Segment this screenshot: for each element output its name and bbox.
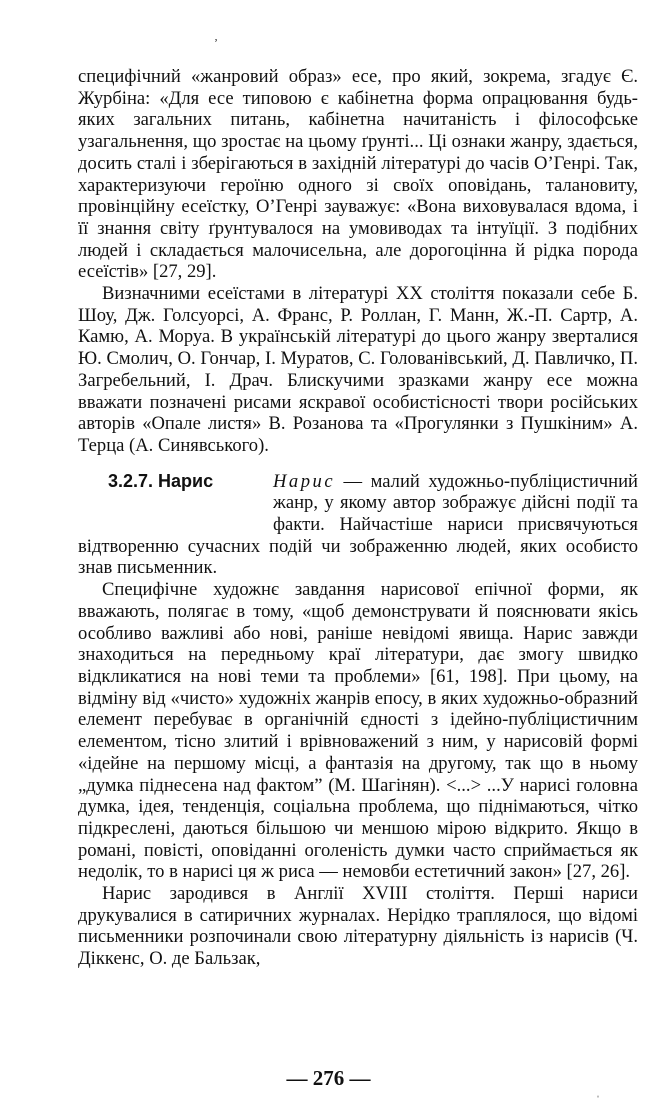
- page-number: — 276 —: [286, 1066, 371, 1090]
- scan-speck: ˌ: [596, 1084, 600, 1098]
- section-narys: [78, 471, 638, 580]
- scan-speck: ʼ: [214, 36, 218, 50]
- section-heading: 3.2.7. Нарис: [108, 470, 214, 491]
- term-narys: Нарис: [273, 470, 336, 492]
- definition-text: — малий художньо-публіцистичний жанр, у якому автор зображує дійсні події та факти. Найчастіше нариси присвячуються відтворенню сучасних подій чи зображенню людей, яких особисто знав письменник.: [78, 470, 638, 579]
- paragraph-essayists: Визначними есеїстами в літературі XX століття показали себе Б. Шоу, Дж. Голсуорсі, А. Франс, Р. Роллан, Г. Манн, Ж.-П. Сартр, А. Камю, А. Моруа. В українській літературі до цього жанру зверталися Ю. Смолич, О. Гончар, І. Муратов, С. Голованівський, Д. Павличко, П. Загребельний, І. Драч. Блискучими зразками жанру есе можна вважати позначені рисами яскравої особистісності твори російських авторів «Опале листя» В. Розанова та «Прогулянки з Пушкіним» А. Терца (А. Синявського).: [78, 283, 638, 456]
- paragraph-narys-task: Специфічне художнє завдання нарисової епічної форми, як вважають, полягає в тому, «щоб демонструвати й пояснювати якісь особливо важливі або нові, раніше невідомі явища. Нарис завжди знаходиться на передньому краї літератури, дає змогу швидко відкликатися на нові теми та проблеми» [61, 198]. При цьому, на відміну від «чисто» художніх жанрів епосу, в яких художньо-образний елемент перебуває в органічній єдності з ідейно-публіцистичним елементом, тісно злитий і врівноважений з ним, у нарисовій формі «ідейне на першому місці, а фантазія на другому, так що в ньому „думка піднесена над фактом” (М. Шагінян). <...> ...У нарисі головна думка, ідея, тенденція, соціальна проблема, що піднімаються, чітко підкреслені, даються більшою чи меншою мірою відкрито. Якщо в романі, повісті, оповіданні оголеність думки часто сприймається як недолік, то в нарисі ця ж риса — немовби естетичний закон» [27, 26].: [78, 579, 638, 883]
- paragraph-essay-continuation: специфічний «жанровий образ» есе, про який, зокрема, згадує Є. Журбіна: «Для есе типовою є кабінетна форма опрацювання будь-яких загальних питань, кабінетна начитаність і філософське узагальнення, що зростає на цьому ґрунті... Ці ознаки жанру, здається, досить сталі і зберігаються в західній літературі до часів О’Генрі. Так, характеризуючи героїню одного зі своїх оповідань, талановиту, провінційну есеїстку, О’Генрі зауважує: «Вона виховувалася вдома, і її знання світу ґрунтувалося на умовиводах та інтуїції. З подібних людей і складається малочисельна, але дорогоцінна й рідка порода есеїстів» [27, 29].: [78, 66, 638, 283]
- page-body: [78, 66, 638, 970]
- paragraph-narys-history: Нарис зародився в Англії XVIII століття. Перші нариси друкувалися в сатиричних журналах. Нерідко траплялося, що відомі письменники розпочинали свою літературну діяльність із нарисів (Ч. Діккенс, О. де Бальзак,: [78, 883, 638, 970]
